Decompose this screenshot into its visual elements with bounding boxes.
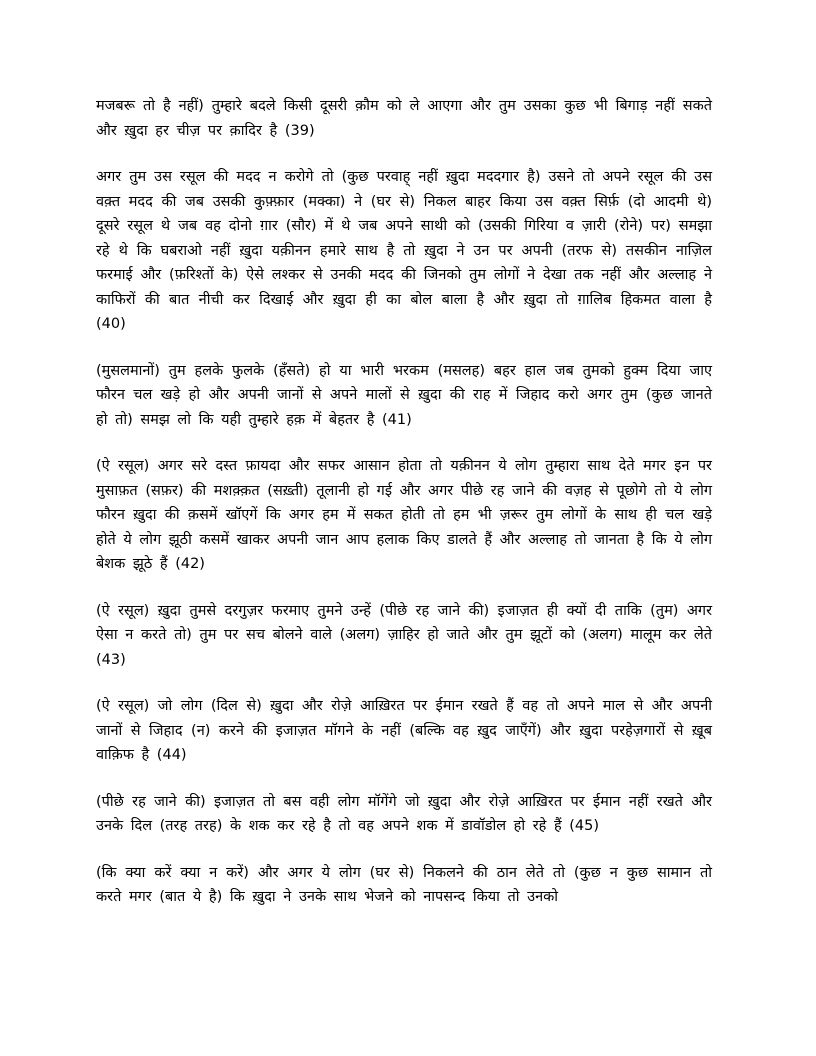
paragraph-verse-46-partial: (कि क्या करें क्या न करें) और अगर ये लोग (घर से) निकलने की ठान लेते तो (कुछ न कुछ सामान तो करते मगर (बात ये है) कि ख़ुदा ने उनके साथ भेजने को नापसन्द किया तो उनको <box>96 864 712 905</box>
paragraph-verse-44: (ऐ रसूल) जो लोग (दिल से) ख़ुदा और रोज़े आख़िरत पर ईमान रखते हैं वह तो अपने माल से और अपनी जानों से जिहाद (न) करने की इजाज़त मॉगने के नहीं (बल्कि वह ख़ुद जाएँगें) और ख़ुदा परहेज़गारों से ख़ूब वाक़िफ है (44) <box>96 698 712 763</box>
paragraph-verse-42: (ऐ रसूल) अगर सरे दस्त फ़ायदा और सफर आसान होता तो यक़ीनन ये लोग तुम्हारा साथ देते मगर इन पर मुसाफ़त (सफ़र) की मशक़्क़त (सख़्ती) तूलानी हो गई और अगर पीछे रह जाने की वज़ह से पूछोगे तो ये लोग फौरन ख़ुदा की क़समें खॉएगें कि अगर हम में सकत होती तो हम भी ज़रूर तुम लोगों के साथ ही चल खड़े होते ये लोग झूठी कसमें खाकर अपनी जान आप हलाक किए डालते हैं और अल्लाह तो जानता है कि ये लोग बेशक झूठे हैं (42) <box>96 458 712 572</box>
paragraph-verse-41: (मुसलमानों) तुम हलके फुलके (हँसते) हो या भारी भरकम (मसलह) बहर हाल जब तुमको हुक्म दिया जाए फौरन चल खड़े हो और अपनी जानों से अपने मालों से ख़ुदा की राह में जिहाद करो अगर तुम (कुछ जानते हो तो) समझ लो कि यही तुम्हारे हक़ में बेहतर है (41) <box>96 362 712 428</box>
paragraph-verse-45: (पीछे रह जाने की) इजाज़त तो बस वही लोग मॉगेंगे जो ख़ुदा और रोज़े आख़िरत पर ईमान नहीं रखते और उनके दिल (तरह तरह) के शक कर रहे है तो वह अपने शक में डावॉडोल हो रहे हैं (45) <box>96 793 712 834</box>
paragraph-verse-39: मजबरू तो है नहीं) तुम्हारे बदले किसी दूसरी क़ौम को ले आएगा और तुम उसका कुछ भी बिगाड़ नहीं सकते और ख़ुदा हर चीज़ पर क़ादिर है (39) <box>96 98 712 139</box>
paragraph-verse-40: अगर तुम उस रसूल की मदद न करोगे तो (कुछ परवाह् नहीं ख़ुदा मददगार है) उसने तो अपने रसूल की उस वक़्त मदद की जब उसकी कुफ़्फ़ार (मक्का) ने (घर से) निकल बाहर किया उस वक़्त सिर्फ़ (दो आदमी थे) दूसरे रसूल थे जब वह दोनो ग़ार (सौर) में थे जब अपने साथी को (उसकी गिरिया व ज़ारी (रोने) पर) समझा रहे थे कि घबराओ नहीं ख़ुदा यक़ीनन हमारे साथ है तो ख़ुदा ने उन पर अपनी (तरफ से) तसकीन नाज़िल फरमाई और (फ़रिश्तों के) ऐसे लश्कर से उनकी मदद की जिनको तुम लोगों ने देखा तक नहीं और अल्लाह ने काफिरों की बात नीची कर दिखाई और ख़ुदा ही का बोल बाला है और ख़ुदा तो ग़ालिब हिकमत वाला है (40) <box>96 169 712 332</box>
paragraph-verse-43: (ऐ रसूल) ख़ुदा तुमसे दरगुज़र फरमाए तुमने उन्हें (पीछे रह जाने की) इजाज़त ही क्यों दी ताकि (तुम) अगर ऐसा न करते तो) तुम पर सच बोलने वाले (अलग) ज़ाहिर हो जाते और तुम झूटों को (अलग) मालूम कर लेते (43) <box>96 602 712 668</box>
document-page <box>96 94 712 910</box>
